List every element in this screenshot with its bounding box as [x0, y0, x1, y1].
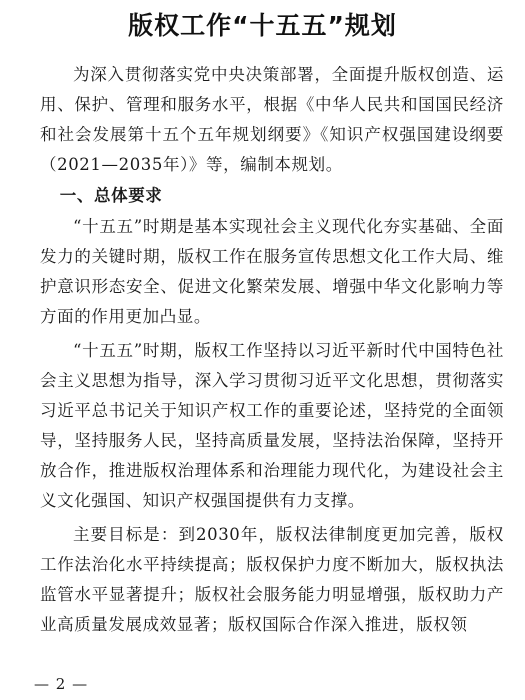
intro-paragraph: 为深入贯彻落实党中央决策部署，全面提升版权创造、运用、保护、管理和服务水平，根据《中华人民共和国国民经济和社会发展第十五个五年规划纲要》《知识产权强国建设纲要（2021—2035年）》等，编制本规划。: [40, 65, 504, 174]
paragraph-guiding-principles: “十五五”时期，版权工作坚持以习近平新时代中国特色社会主义思想为指导，深入学习贯彻习近平文化思想，贯彻落实习近平总书记关于知识产权工作的重要论述，坚持党的全面领导，坚持服务人民，坚持高质量发展，坚持法治保障，坚持开放合作，推进版权治理体系和治理能力现代化，为建设社会主义文化强国、知识产权强国提供有力支撑。: [40, 341, 504, 510]
page-number: — 2 —: [34, 675, 89, 693]
document-body: [40, 60, 504, 640]
document-title: 版权工作“十五五”规划: [128, 11, 397, 40]
paragraph-period-significance: “十五五”时期是基本实现社会主义现代化夯实基础、全面发力的关键时期，版权工作在服务宣传思想文化工作大局、维护意识形态安全、促进文化繁荣发展、增强中华文化影响力等方面的作用更加凸显。: [40, 217, 504, 326]
paragraph-main-goals: 主要目标是：到2030年，版权法律制度更加完善，版权工作法治化水平持续提高；版权保护力度不断加大，版权执法监管水平显著提升；版权社会服务能力明显增强，版权助力产业高质量发展成效显著；版权国际合作深入推进，版权领: [40, 525, 504, 634]
section-heading: 一、总体要求: [59, 186, 163, 205]
